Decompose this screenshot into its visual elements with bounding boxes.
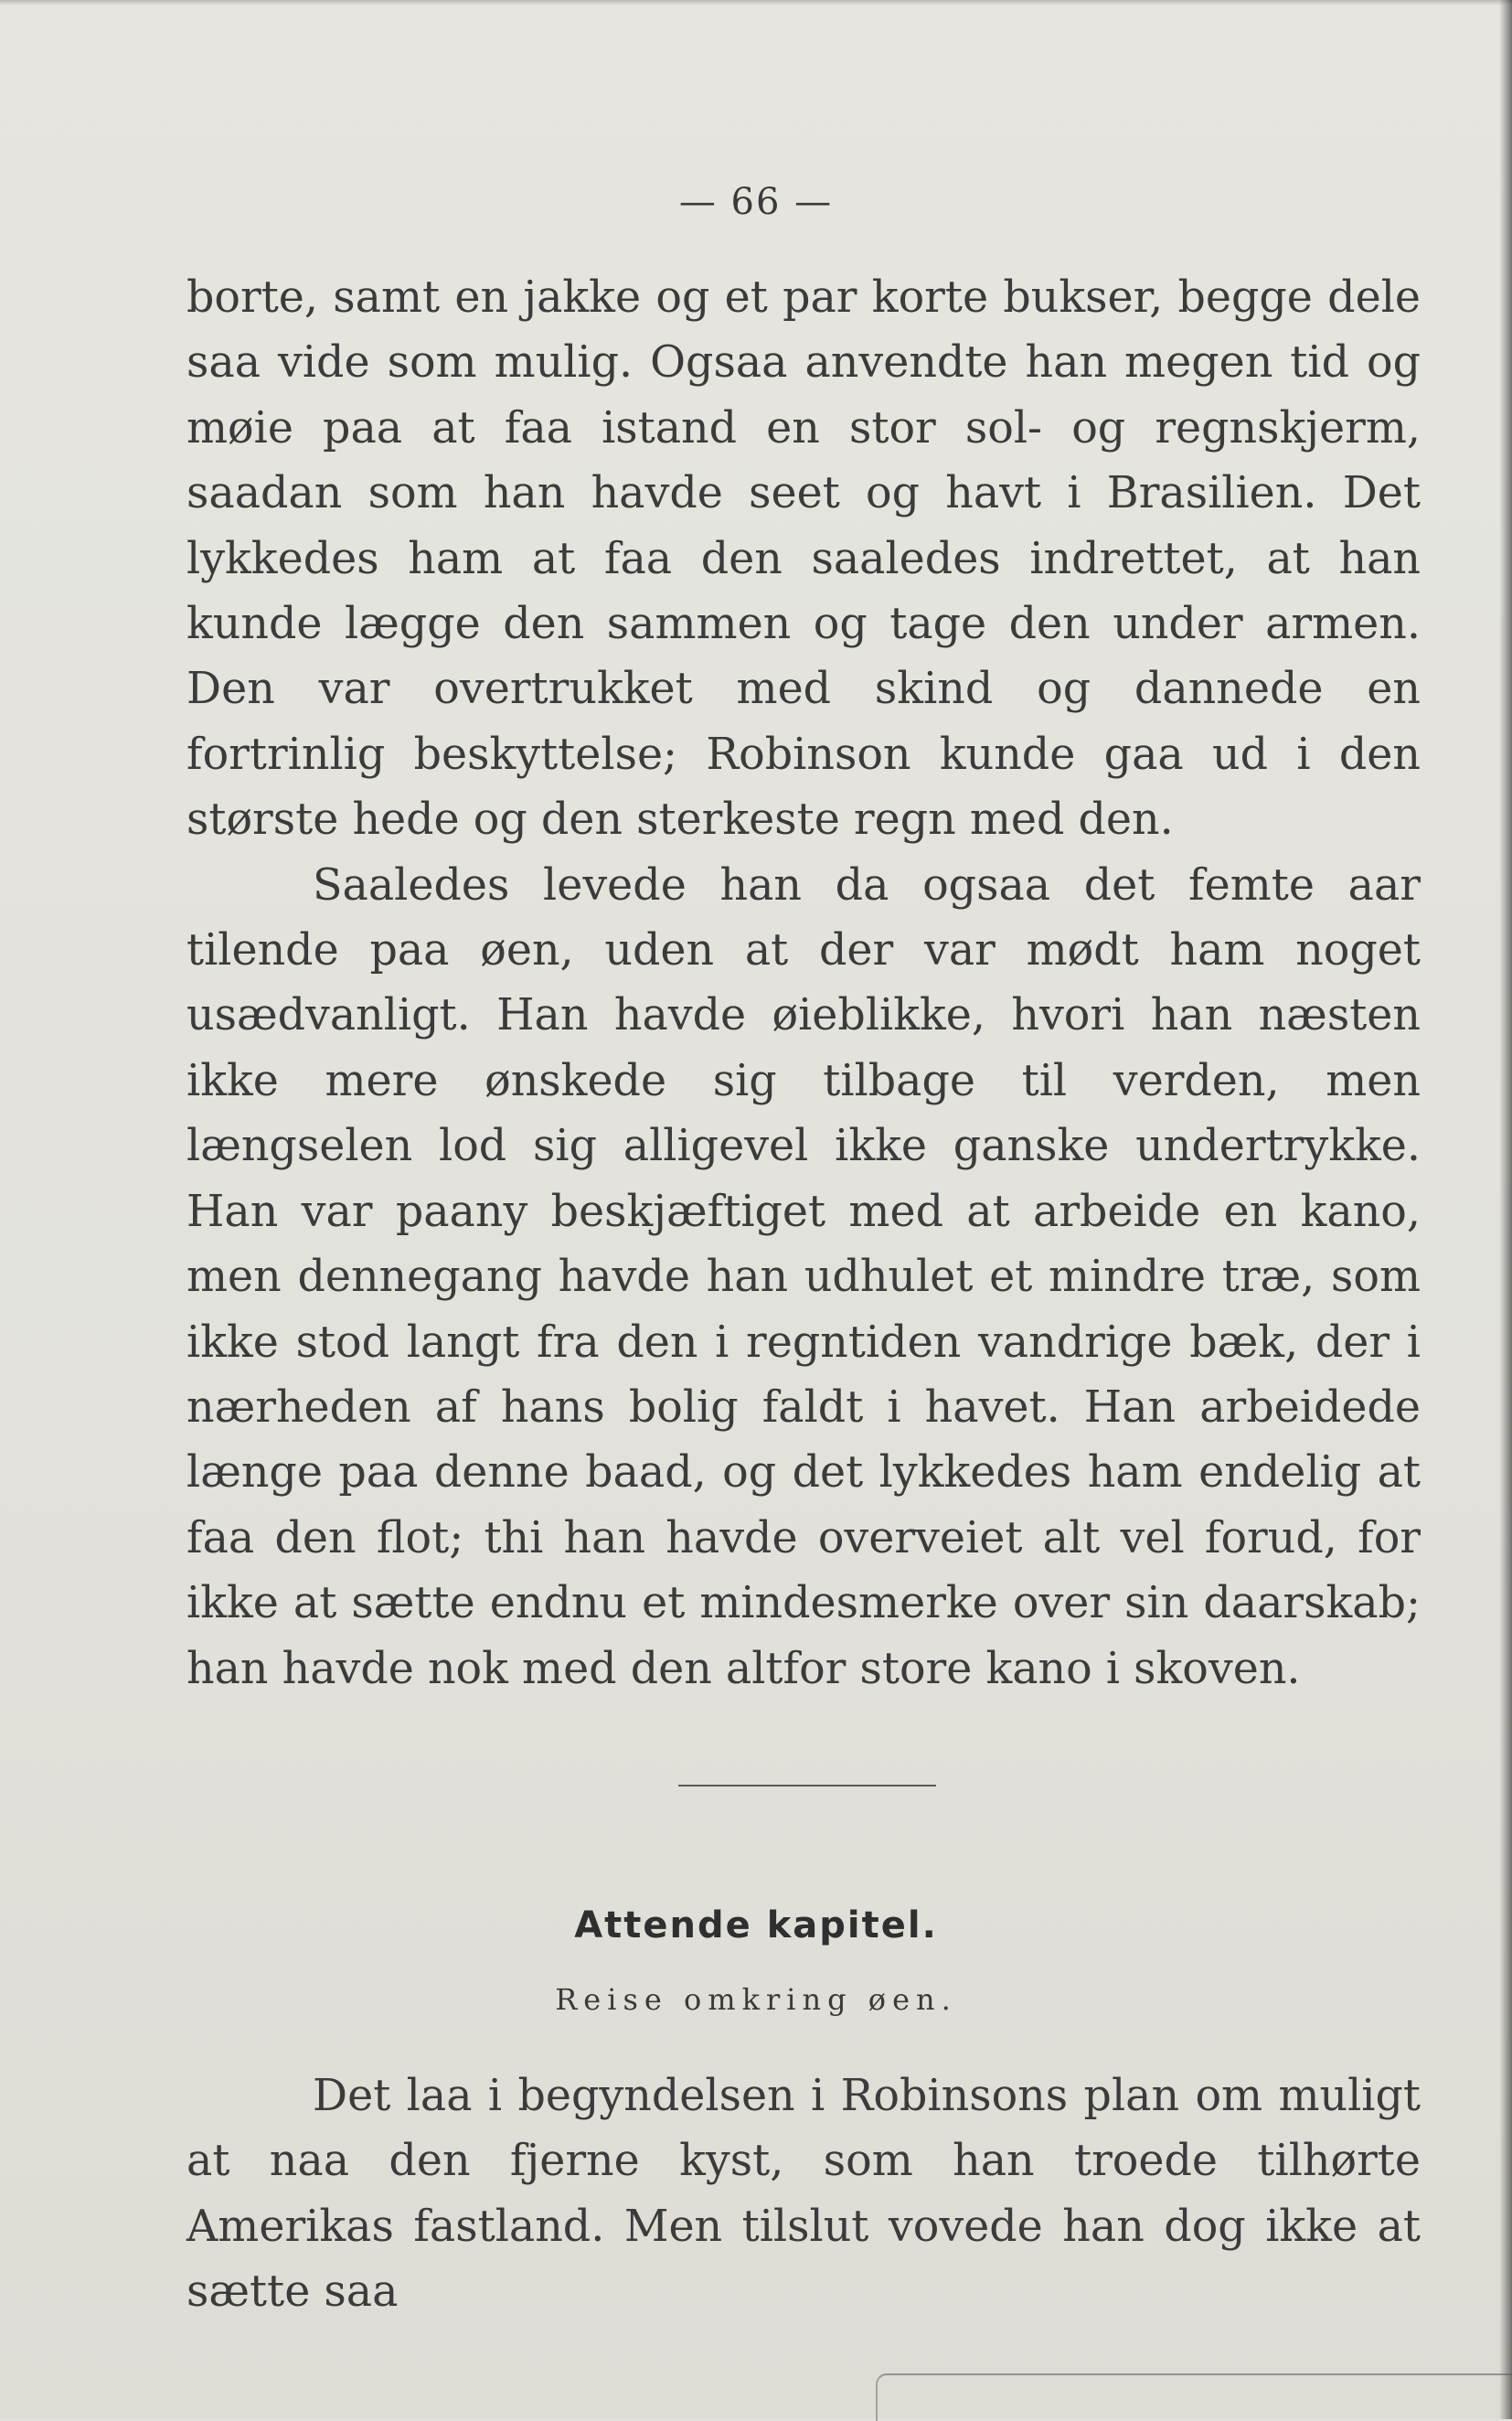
paragraph: Saaledes levede han da ogsaa det femte aar tilende paa øen, uden at der var mødt ham noget usædvanligt. Han havde øieblikke, hvori han næsten ikke mere ønskede sig tilbage til verden, men længselen lod sig alligevel ikke ganske undertrykke. Han var paany beskjæftiget med at arbeide en kano, men dennegang havde han udhulet et mindre træ, som ikke stod langt fra den i regntiden vandrige bæk, der i nærheden af hans bolig faldt i havet. Han arbeidede længe paa denne baad, og det lykkedes ham endelig at faa den flot; thi han havde overveiet alt vel forud, for ikke at sætte endnu et mindesmerke over sin daarskab; han havde nok med den altfor store kano i skoven. xyxy=(186,859,1421,1694)
page-corner-mark xyxy=(876,2373,1512,2421)
chapter-subtitle: Reise omkring øen. xyxy=(555,1982,957,2017)
page-top-edge xyxy=(0,0,1512,5)
body-text-block xyxy=(186,265,1421,1701)
chapter-body-text xyxy=(186,2064,1421,2325)
chapter-title: Attende kapitel. xyxy=(574,1904,938,1946)
section-divider xyxy=(678,1785,936,1786)
chapter-paragraph: Det laa i begyndelsen i Robinsons plan om muligt at naa den fjerne kyst, som han troede tilhørte Amerikas fastland. Men tilslut vovede han dog ikke at sætte saa xyxy=(186,2071,1421,2318)
page-number: — 66 — xyxy=(678,181,834,223)
paragraph-continuation: borte, samt en jakke og et par korte bukser, begge dele saa vide som mulig. Ogsaa anvendte han megen tid og møie paa at faa istand en stor sol- og regnskjerm, saadan som han havde seet og havt i Brasilien. Det lykkedes ham at faa den saaledes indrettet, at han kunde lægge den sammen og tage den under armen. Den var overtrukket med skind og dannede en fortrinlig beskyttelse; Robinson kunde gaa ud i den største hede og den sterkeste regn med den. xyxy=(186,272,1421,846)
page-right-edge-shadow xyxy=(1499,0,1512,2419)
